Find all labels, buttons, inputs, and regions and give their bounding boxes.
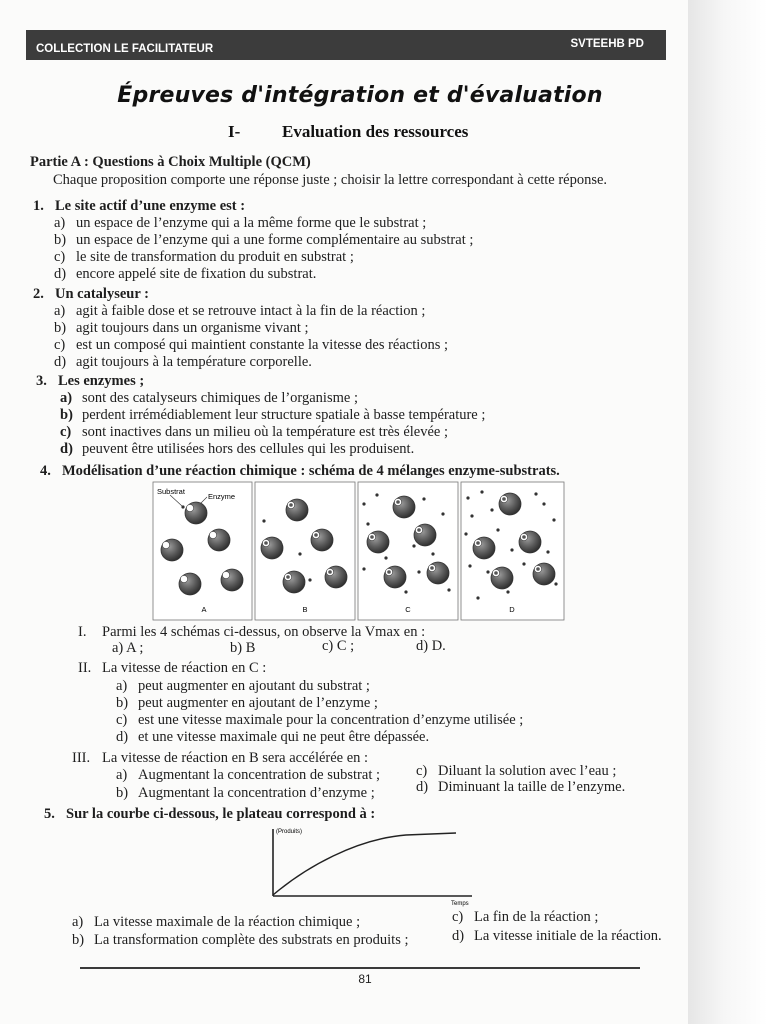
option-4-1d: d) D.	[416, 638, 446, 654]
figure-panel-b	[255, 482, 355, 620]
panel-label-b: B	[302, 605, 308, 614]
option-4-2d: d) et une vitesse maximale qui ne peut être dépassée.	[116, 729, 430, 745]
question-number: 3.	[36, 373, 47, 389]
option-5b: b) La transformation complète des substrats en produits ;	[72, 932, 409, 948]
part-a-instruction: Chaque proposition comporte une réponse juste ; choisir la lettre correspondant à cette réponse.	[53, 172, 608, 188]
subquestion-4-1: I. Parmi les 4 schémas ci-dessus, on observe la Vmax en :	[78, 624, 426, 640]
panel-label-c: C	[405, 605, 411, 614]
option-2b: b) agit toujours dans un organisme vivant ;	[54, 320, 309, 336]
option-3a: a) sont des catalyseurs chimiques de l’organisme ;	[60, 390, 358, 406]
footer-rule	[80, 967, 640, 969]
page-title: Épreuves d'intégration et d'évaluation	[117, 83, 603, 108]
option-4-3a: a) Augmentant la concentration de substrat ;	[116, 767, 380, 783]
option-4-2b: b) peut augmenter en ajoutant de l’enzyme ;	[116, 695, 378, 711]
option-4-2a: a) peut augmenter en ajoutant du substrat ;	[116, 678, 370, 694]
option-4-1b: b) B	[230, 640, 256, 656]
subquestion-4-2: II. La vitesse de réaction en C :	[78, 660, 267, 676]
product-time-graph	[266, 825, 476, 907]
question-1	[33, 198, 245, 215]
product-curve	[273, 833, 456, 895]
question-stem: Un catalyseur :	[55, 286, 149, 302]
question-stem: Modélisation d’une réaction chimique : schéma de 4 mélanges enzyme-substrats.	[62, 463, 560, 479]
question-stem: Les enzymes ;	[58, 373, 145, 389]
option-3c: c) sont inactives dans un milieu où la température est très élevée ;	[60, 424, 449, 440]
option-4-3b: b) Augmentant la concentration d’enzyme ;	[116, 785, 375, 801]
option-2c: c) est un composé qui maintient constante la vitesse des réactions ;	[54, 337, 449, 353]
option-4-2c: c) est une vitesse maximale pour la concentration d’enzyme utilisée ;	[116, 712, 524, 728]
graph-x-label: Temps	[451, 901, 469, 907]
running-header	[26, 30, 666, 60]
figure-panel-d	[461, 482, 564, 620]
question-2	[33, 286, 149, 303]
option-4-1a: a) A ;	[112, 640, 144, 656]
graph-y-label: (Produits)	[276, 829, 303, 835]
series-code: SVTEEHB PD	[570, 38, 644, 50]
question-number: 5.	[44, 806, 55, 822]
page-edge-shadow	[688, 0, 768, 1024]
question-stem: Sur la courbe ci-dessous, le plateau correspond à :	[66, 806, 376, 822]
option-1a: a) un espace de l’enzyme qui a la même forme que le substrat ;	[54, 215, 427, 231]
question-number: 1.	[33, 198, 44, 214]
section-number: I-	[228, 122, 241, 141]
label-substrat: Substrat	[157, 487, 185, 496]
enzyme-substrate-figure	[152, 480, 566, 622]
panel-label-d: D	[509, 605, 515, 614]
option-1c: c) le site de transformation du produit en substrat ;	[54, 249, 354, 265]
option-2a: a) agit à faible dose et se retrouve intact à la fin de la réaction ;	[54, 303, 426, 319]
question-4	[40, 463, 560, 480]
section-title: Evaluation des ressources	[282, 122, 469, 141]
option-3d: d) peuvent être utilisées hors des cellules qui les produisent.	[60, 441, 415, 457]
option-5a: a) La vitesse maximale de la réaction chimique ;	[72, 914, 361, 930]
option-3b: b) perdent irrémédiablement leur structure spatiale à basse température ;	[60, 407, 486, 423]
option-4-1c: c) C ;	[322, 638, 355, 654]
option-1b: b) un espace de l’enzyme qui a une forme complémentaire au substrat ;	[54, 232, 474, 248]
label-enzyme: Enzyme	[208, 492, 236, 501]
option-5d: d) La vitesse initiale de la réaction.	[452, 928, 662, 944]
option-4-3d: d) Diminuant la taille de l’enzyme.	[416, 779, 626, 795]
question-number: 4.	[40, 463, 51, 479]
collection-name: COLLECTION LE FACILITATEUR	[36, 43, 214, 55]
question-number: 2.	[33, 286, 44, 302]
option-2d: d) agit toujours à la température corporelle.	[54, 354, 312, 370]
panel-label-a: A	[201, 605, 207, 614]
figure-panel-c	[358, 482, 458, 620]
option-1d: d) encore appelé site de fixation du substrat.	[54, 266, 317, 282]
figure-panel-a	[153, 482, 252, 620]
section-heading	[228, 122, 468, 142]
question-5	[44, 806, 375, 823]
part-a-title: Partie A : Questions à Choix Multiple (QCM)	[30, 154, 311, 170]
option-5c: c) La fin de la réaction ;	[452, 909, 599, 925]
page-number: 81	[358, 972, 372, 986]
question-stem: Le site actif d’une enzyme est :	[55, 198, 246, 214]
question-3	[36, 373, 144, 390]
subquestion-4-3: III. La vitesse de réaction en B sera accélérée en :	[72, 750, 369, 766]
option-4-3c: c) Diluant la solution avec l’eau ;	[416, 763, 617, 779]
